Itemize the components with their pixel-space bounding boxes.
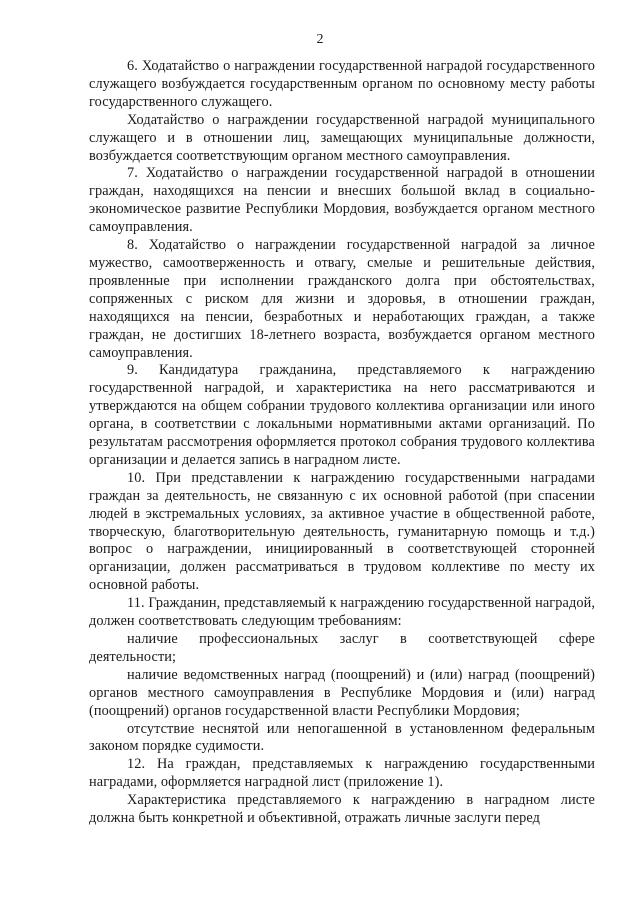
paragraph-9: 9. Кандидатура гражданина, представляемого к награждению государственной наградой, и характеристика на него рассматриваются и утверждаются на общем собрании трудового коллектива организации или иного органа, в соответствии с локальными нормативными актами организаций. По результатам рассмотрения оформляется протокол собрания трудового коллектива организации и делается запись в наградном листе. [89,362,595,468]
requirement-prior-awards: наличие ведомственных наград (поощрений) и (или) наград (поощрений) органов местного самоуправления в Республике Мордовия и (или) наград (поощрений) органов государственной власти Республики Мордовия; [89,666,595,719]
requirement-no-criminal-record: отсутствие неснятой или непогашенной в установленном федеральным законом порядке судимости. [89,720,595,755]
paragraph-12: 12. На граждан, представляемых к награждению государственными наградами, оформляется наградной лист (приложение 1). [89,756,595,791]
paragraph-6: 6. Ходатайство о награждении государственной наградой государственного служащего возбуждается государственным органом по основному месту работы государственного служащего. [89,58,595,110]
page-number: 2 [316,32,324,47]
paragraph-10: 10. При представлении к награждению государственными наградами граждан за деятельность, не связанную с их основной работой (при спасении людей в экстремальных условиях, за активное участие в общественной работе, творческую, благотворительную деятельность, гуманитарную помощь и т.д.) вопрос о награждении, инициированный в соответствующей сторонней организации, должен рассматриваться в трудовом коллективе по месту их основной работы. [89,469,595,594]
document-body [89,58,595,828]
paragraph-6-municipal: Ходатайство о награждении государственной наградой муниципального служащего и в отношении лиц, замещающих муниципальные должности, возбуждается соответствующим органом местного самоуправления. [89,111,595,164]
paragraph-8: 8. Ходатайство о награждении государственной наградой за личное мужество, самоотверженность и отвагу, смелые и решительные действия, проявленные при исполнении гражданского долга при обстоятельствах, сопряженных с риском для жизни и здоровья, в отношении граждан, находящихся на пенсии, безработных и неработающих граждан, а также граждан, не достигших 18-летнего возраста, возбуждается органом местного самоуправления. [89,237,595,361]
paragraph-7: 7. Ходатайство о награждении государственной наградой в отношении граждан, находящихся на пенсии и внесших большой вклад в социально-экономическое развитие Республики Мордовия, возбуждается органом местного самоуправления. [89,165,595,236]
requirement-professional-merits: наличие профессиональных заслуг в соответствующей сфере деятельности; [89,631,595,665]
paragraph-characteristic: Характеристика представляемого к награждению в наградном листе должна быть конкретной и объективной, отражать личные заслуги перед [89,792,595,827]
paragraph-11: 11. Гражданин, представляемый к награждению государственной наградой, должен соответствовать следующим требованиям: [89,595,595,630]
